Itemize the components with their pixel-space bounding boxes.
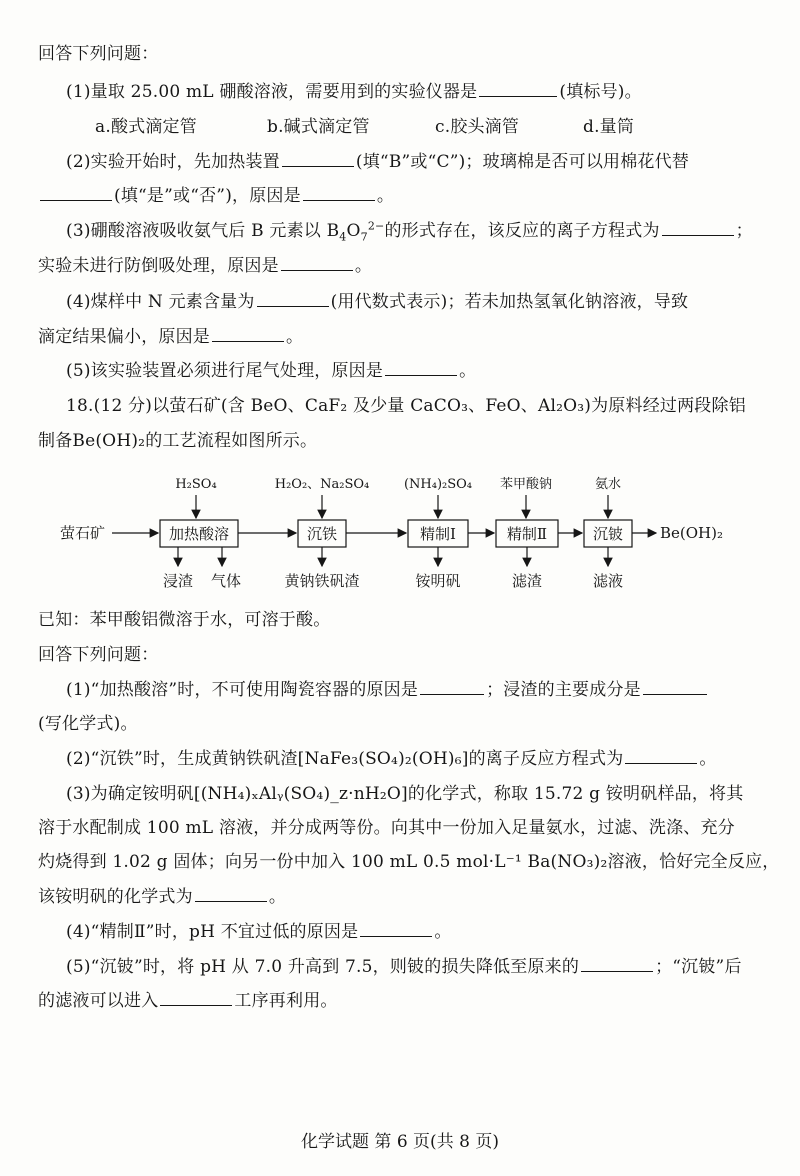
question-1: (1)量取 25.00 mL 硼酸溶液，需要用到的实验仪器是 (填标号)。 bbox=[66, 82, 642, 102]
step-label: 精制Ⅰ bbox=[420, 525, 456, 543]
q18-part-3-l3: 灼烧得到 1.02 g 固体；向另一份中加入 100 mL 0.5 mol·L⁻¹ Ba(NO₃)₂溶液，恰好完全反应， bbox=[38, 852, 780, 872]
answer-blank[interactable] bbox=[625, 748, 697, 764]
process-flow-diagram bbox=[60, 462, 760, 602]
q18-part-5-cont: 的滤液可以进入 工序再利用。 bbox=[38, 991, 338, 1011]
answer-blank[interactable] bbox=[212, 326, 284, 342]
question-3: (3)硼酸溶液吸收氨气后 B 元素以 $B_4O_7^{2-}$的形式存在，该反应的离子方程式为 ； bbox=[66, 219, 753, 244]
q18-part-3-l2: 溶于水配制成 100 mL 溶液，并分成两等份。向其中一份加入足量氨水，过滤、洗涤、充分 bbox=[38, 818, 735, 838]
reagent-label: 苯甲酸钠 bbox=[499, 477, 553, 492]
page-footer: 化学试题 第 6 页(共 8 页) bbox=[301, 1132, 499, 1152]
q18-part-5: (5)“沉铍”时，将 pH 从 7.0 升高到 7.5，则铍的损失降低至原来的 ；“沉铍”后 bbox=[66, 957, 742, 977]
q18-stem: 18.(12 分)以萤石矿(含 BeO、CaF₂ 及少量 CaCO₃、FeO、Al₂O₃)为原料经过两段除铝 bbox=[66, 396, 746, 416]
step-label: 沉铍 bbox=[592, 525, 624, 543]
options-row bbox=[95, 115, 768, 139]
answer-blank[interactable] bbox=[160, 990, 232, 1006]
question-4: (4)煤样中 N 元素含量为 (用代数式表示)；若未加热氢氧化钠溶液，导致 bbox=[66, 292, 689, 312]
byproduct-label: 铵明矾 bbox=[415, 572, 461, 590]
question-2: (2)实验开始时，先加热装置 (填“B”或“C”)；玻璃棉是否可以用棉花代替 bbox=[66, 152, 690, 172]
reagent-label: H₂O₂、Na₂SO₄ bbox=[274, 477, 370, 492]
answer-blank[interactable] bbox=[257, 291, 329, 307]
intro-text: 回答下列问题： bbox=[38, 44, 159, 64]
answer-blank[interactable] bbox=[581, 956, 653, 972]
byproduct-label: 滤渣 bbox=[511, 572, 543, 590]
byproduct-label: 黄钠铁矾渣 bbox=[284, 572, 360, 590]
step-label: 沉铁 bbox=[306, 525, 338, 543]
byproduct-label: 气体 bbox=[210, 572, 242, 590]
answer-blank[interactable] bbox=[662, 220, 734, 236]
reagent-label: (NH₄)₂SO₄ bbox=[403, 477, 473, 492]
answer-blank[interactable] bbox=[281, 255, 353, 271]
answer-blank[interactable] bbox=[479, 81, 557, 97]
byproduct-label: 滤液 bbox=[592, 572, 624, 590]
question-4-cont: 滴定结果偏小，原因是 。 bbox=[38, 327, 304, 347]
question-3-cont: 实验未进行防倒吸处理，原因是 。 bbox=[38, 256, 373, 276]
reagent-label: 氨水 bbox=[594, 477, 622, 492]
question-5: (5)该实验装置必须进行尾气处理，原因是 。 bbox=[66, 361, 477, 381]
option-b: b.碱式滴定管 bbox=[267, 117, 370, 137]
option-c: c.胶头滴管 bbox=[435, 117, 520, 137]
answer-blank[interactable] bbox=[420, 679, 484, 695]
output-product: Be(OH)₂ bbox=[660, 524, 723, 542]
byproduct-label: 浸渣 bbox=[162, 572, 194, 590]
input-material: 萤石矿 bbox=[60, 524, 106, 542]
q18-part-2: (2)“沉铁”时，生成黄钠铁矾渣[NaFe₃(SO₄)₂(OH)₆]的离子反应方程式为 。 bbox=[66, 749, 717, 769]
question-2-cont: (填“是”或“否”)，原因是 。 bbox=[38, 184, 768, 208]
answer-blank[interactable] bbox=[385, 360, 457, 376]
intro-text-2: 回答下列问题： bbox=[38, 645, 159, 665]
q18-stem-cont: 制备Be(OH)₂的工艺流程如图所示。 bbox=[38, 431, 318, 451]
option-a: a.酸式滴定管 bbox=[95, 117, 197, 137]
q18-part-3-l4: 该铵明矾的化学式为 。 bbox=[38, 887, 287, 907]
q18-part-3: (3)为确定铵明矾[(NH₄)ₓAlᵧ(SO₄)_z·nH₂O]的化学式，称取 15.72 g 铵明矾样品，将其 bbox=[66, 784, 744, 804]
known-note: 已知：苯甲酸铝微溶于水，可溶于酸。 bbox=[38, 610, 331, 630]
answer-blank[interactable] bbox=[195, 886, 267, 902]
option-d: d.量筒 bbox=[583, 117, 635, 137]
answer-blank[interactable] bbox=[643, 679, 707, 695]
q18-part-1: (1)“加热酸溶”时，不可使用陶瓷容器的原因是 ；浸渣的主要成分是 bbox=[66, 678, 768, 702]
q18-part-4: (4)“精制Ⅱ”时，pH 不宜过低的原因是 。 bbox=[66, 922, 452, 942]
answer-blank[interactable] bbox=[360, 921, 432, 937]
step-label: 精制Ⅱ bbox=[506, 525, 548, 543]
reagent-label: H₂SO₄ bbox=[175, 477, 217, 492]
answer-blank[interactable] bbox=[303, 185, 375, 201]
step-label: 加热酸溶 bbox=[168, 525, 230, 543]
answer-blank[interactable] bbox=[40, 185, 112, 201]
q18-part-1-cont: (写化学式)。 bbox=[38, 714, 138, 734]
answer-blank[interactable] bbox=[282, 151, 354, 167]
